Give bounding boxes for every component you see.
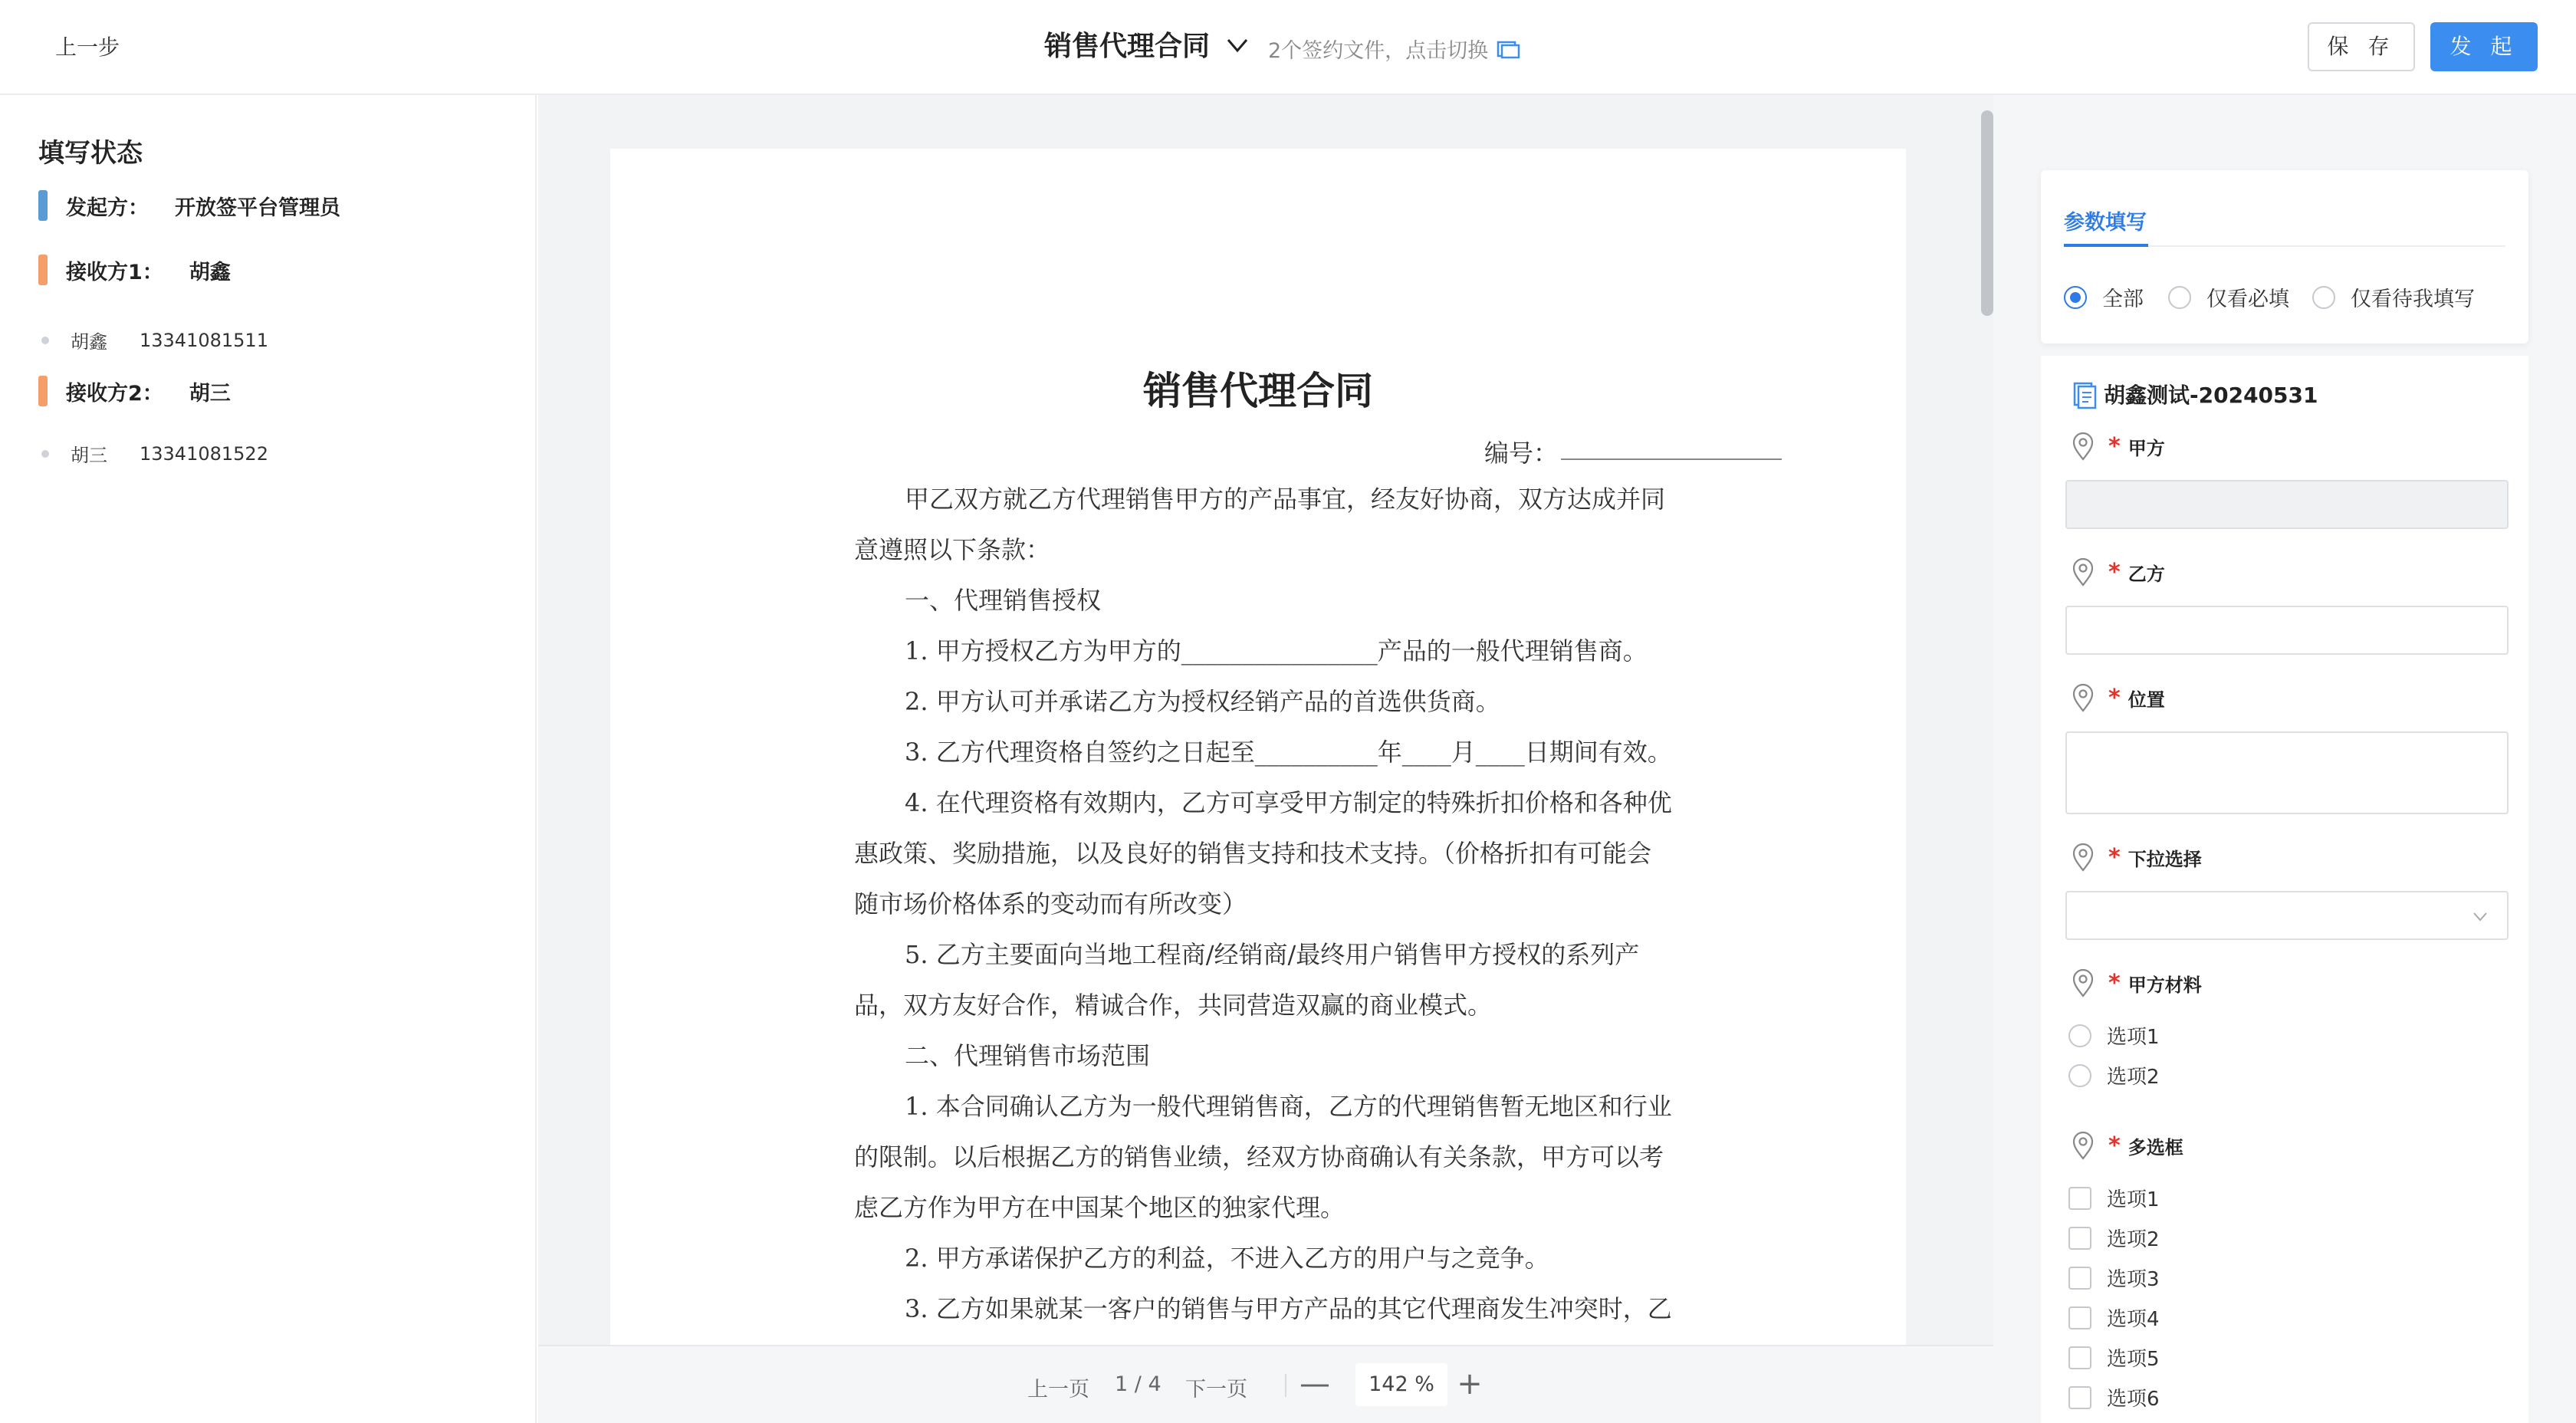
- contract-line: 意遵照以下条款：: [854, 535, 1051, 564]
- field-label-text: 下拉选择: [2128, 848, 2202, 870]
- location-pin-icon[interactable]: [2070, 682, 2096, 713]
- filter-mine-radio[interactable]: [2312, 282, 2475, 312]
- filter-label: 仅看待我填写: [2351, 288, 2475, 311]
- contract-line: 1. 甲方授权乙方为甲方的________________产品的一般代理销售商。: [905, 636, 1648, 665]
- filter-label: 仅看必填: [2206, 288, 2289, 311]
- location-pin-icon[interactable]: [2070, 968, 2096, 998]
- option-label: 选项1: [2107, 1026, 2160, 1049]
- field-label-text: 乙方: [2128, 563, 2165, 585]
- multi-option-6[interactable]: [2068, 1383, 2160, 1411]
- document-viewer[interactable]: [538, 95, 1993, 1345]
- party-color-bar: [38, 190, 48, 221]
- fill-status-panel: [0, 95, 537, 1423]
- switch-file-hint[interactable]: [1268, 34, 1520, 64]
- status-dot: [41, 337, 49, 344]
- back-button[interactable]: 上一步: [55, 35, 120, 60]
- contract-line: 3. 乙方如果就某一客户的销售与甲方产品的其它代理商发生冲突时，乙: [905, 1294, 1672, 1323]
- party-name: 开放签平台管理员: [175, 196, 340, 220]
- multi-option-3[interactable]: [2068, 1264, 2160, 1292]
- required-mark: *: [2108, 1132, 2121, 1159]
- form-doc-name: 胡鑫测试-20240531: [2104, 383, 2318, 408]
- signer-phone: 13341081511: [140, 329, 268, 351]
- zoom-in-button[interactable]: +: [1457, 1366, 1483, 1402]
- required-mark: *: [2108, 684, 2121, 712]
- chevron-down-icon: [2470, 906, 2490, 926]
- field-multi-label: [2070, 1130, 2183, 1161]
- location-pin-icon[interactable]: [2070, 557, 2096, 587]
- signer-name: 胡三: [71, 445, 107, 466]
- radio-selected-icon: [2064, 286, 2087, 309]
- zoom-level[interactable]: 142 %: [1355, 1363, 1447, 1406]
- party-b-input[interactable]: [2065, 606, 2509, 655]
- party-a-input[interactable]: [2065, 480, 2509, 529]
- option-label: 选项3: [2107, 1268, 2160, 1291]
- filter-required-radio[interactable]: [2168, 282, 2289, 312]
- contract-line: 随市场价格体系的变动而有所改变）: [854, 889, 1247, 919]
- field-party-a-label: [2070, 431, 2165, 462]
- checkbox-icon: [2068, 1227, 2091, 1250]
- filter-all-radio[interactable]: [2064, 282, 2144, 312]
- contract-number-label: 编号：: [1484, 439, 1559, 468]
- required-mark: *: [2108, 843, 2121, 871]
- save-button[interactable]: 保 存: [2308, 22, 2415, 71]
- contract-number-blank: [1561, 458, 1782, 460]
- required-mark: *: [2108, 432, 2121, 460]
- doc-title-switcher[interactable]: [1044, 25, 1253, 64]
- radio-icon: [2068, 1024, 2091, 1047]
- option-label: 选项2: [2107, 1228, 2160, 1251]
- top-bar: [0, 0, 2576, 95]
- contract-line: 4. 在代理资格有效期内，乙方可享受甲方制定的特殊折扣价格和各种优: [905, 788, 1672, 817]
- field-materials-label: [2070, 968, 2202, 998]
- checkbox-icon: [2068, 1386, 2091, 1409]
- location-pin-icon[interactable]: [2070, 431, 2096, 462]
- contract-line: 2. 甲方认可并承诺乙方为授权经销产品的首选供货商。: [905, 687, 1500, 716]
- status-dot: [41, 450, 49, 458]
- option-label: 选项4: [2107, 1308, 2160, 1331]
- field-label-text: 位置: [2128, 688, 2165, 711]
- party-receiver-1: [38, 255, 231, 285]
- document-scrollbar[interactable]: [1981, 110, 1993, 316]
- radio-icon: [2068, 1064, 2091, 1087]
- dropdown-select[interactable]: [2065, 891, 2509, 940]
- prev-page-button[interactable]: 上一页: [1027, 1378, 1089, 1402]
- field-dropdown-label: [2070, 842, 2202, 873]
- party-label: 接收方1：: [66, 260, 163, 284]
- contract-line: 的限制。以后根据乙方的销售业绩，经双方协商确认有关条款，甲方可以考: [854, 1142, 1664, 1172]
- checkbox-icon: [2068, 1346, 2091, 1369]
- contract-line: 一、代理销售授权: [905, 586, 1102, 615]
- document-icon: [2072, 379, 2099, 409]
- multi-option-5[interactable]: [2068, 1343, 2160, 1372]
- chevron-down-icon: [1222, 29, 1253, 60]
- contract-line: 1. 本合同确认乙方为一般代理销售商，乙方的代理销售暂无地区和行业: [905, 1092, 1672, 1121]
- checkbox-icon: [2068, 1306, 2091, 1329]
- contract-line: 5. 乙方主要面向当地工程商/经销商/最终用户销售甲方授权的系列产: [905, 940, 1640, 969]
- multi-option-2[interactable]: [2068, 1224, 2160, 1252]
- party-color-bar: [38, 376, 48, 406]
- radio-icon: [2312, 286, 2335, 309]
- materials-option-1[interactable]: [2068, 1021, 2160, 1050]
- multi-option-4[interactable]: [2068, 1303, 2160, 1332]
- pagination-bar: [538, 1345, 1993, 1423]
- field-label-text: 甲方: [2128, 437, 2165, 459]
- signer-item: [41, 327, 268, 353]
- party-label: 发起方：: [66, 196, 149, 220]
- party-initiator: [38, 190, 340, 221]
- party-color-bar: [38, 255, 48, 285]
- checkbox-icon: [2068, 1267, 2091, 1290]
- zoom-out-button[interactable]: —: [1300, 1366, 1330, 1402]
- tab-active-indicator: [2064, 244, 2148, 247]
- contract-line: 品，双方友好合作，精诚合作，共同营造双赢的商业模式。: [854, 991, 1493, 1020]
- field-party-b-label: [2070, 557, 2165, 587]
- location-pin-icon[interactable]: [2070, 842, 2096, 873]
- contract-line: 惠政策、奖励措施，以及良好的销售支持和技术支持。（价格折扣有可能会: [854, 839, 1652, 868]
- contract-line: 2. 甲方承诺保护乙方的利益，不进入乙方的用户与之竞争。: [905, 1244, 1549, 1273]
- field-position-label: [2070, 682, 2165, 713]
- next-page-button[interactable]: 下一页: [1185, 1378, 1247, 1402]
- contract-line: 甲乙双方就乙方代理销售甲方的产品事宜，经友好协商，双方达成并同: [905, 485, 1666, 514]
- contract-title: 销售代理合同: [1143, 368, 1373, 413]
- option-label: 选项5: [2107, 1348, 2160, 1371]
- party-receiver-2: [38, 376, 231, 406]
- location-pin-icon[interactable]: [2070, 1130, 2096, 1161]
- page-indicator: 1 / 4: [1115, 1372, 1162, 1396]
- option-label: 选项6: [2107, 1388, 2160, 1411]
- switch-files-icon: [1496, 38, 1520, 61]
- position-textarea[interactable]: [2065, 731, 2509, 814]
- contract-line: 3. 乙方代理资格自签约之日起至__________年____月____日期间有效。: [905, 738, 1672, 767]
- required-mark: *: [2108, 969, 2121, 997]
- radio-icon: [2168, 286, 2191, 309]
- signer-name: 胡鑫: [71, 331, 107, 353]
- party-name: 胡三: [189, 381, 231, 406]
- multi-option-1[interactable]: [2068, 1184, 2160, 1212]
- document-page: [610, 149, 1906, 1345]
- option-label: 选项1: [2107, 1188, 2160, 1211]
- param-form-card: [2041, 356, 2528, 1423]
- param-filter-card: [2041, 170, 2528, 343]
- option-label: 选项2: [2107, 1066, 2160, 1089]
- party-name: 胡鑫: [189, 260, 231, 284]
- tab-param-fill[interactable]: 参数填写: [2064, 211, 2147, 235]
- required-mark: *: [2108, 558, 2121, 586]
- fill-status-title: 填写状态: [38, 138, 143, 169]
- field-label-text: 甲方材料: [2128, 974, 2202, 996]
- signer-phone: 13341081522: [140, 442, 268, 465]
- param-panel: [1993, 95, 2576, 1423]
- filter-label: 全部: [2102, 288, 2144, 311]
- contract-line: 虑乙方作为甲方在中国某个地区的独家代理。: [854, 1193, 1346, 1222]
- switch-hint-text: 2个签约文件，点击切换: [1268, 39, 1489, 63]
- doc-title: 销售代理合同: [1044, 31, 1211, 62]
- contract-line: 二、代理销售市场范围: [905, 1041, 1151, 1070]
- pager-divider: [1285, 1374, 1286, 1397]
- field-label-text: 多选框: [2128, 1136, 2183, 1158]
- checkbox-icon: [2068, 1187, 2091, 1210]
- send-button[interactable]: 发 起: [2430, 22, 2538, 71]
- form-doc-title: [2072, 379, 2318, 409]
- party-label: 接收方2：: [66, 381, 163, 406]
- signer-item: [41, 440, 268, 467]
- materials-option-2[interactable]: [2068, 1061, 2160, 1089]
